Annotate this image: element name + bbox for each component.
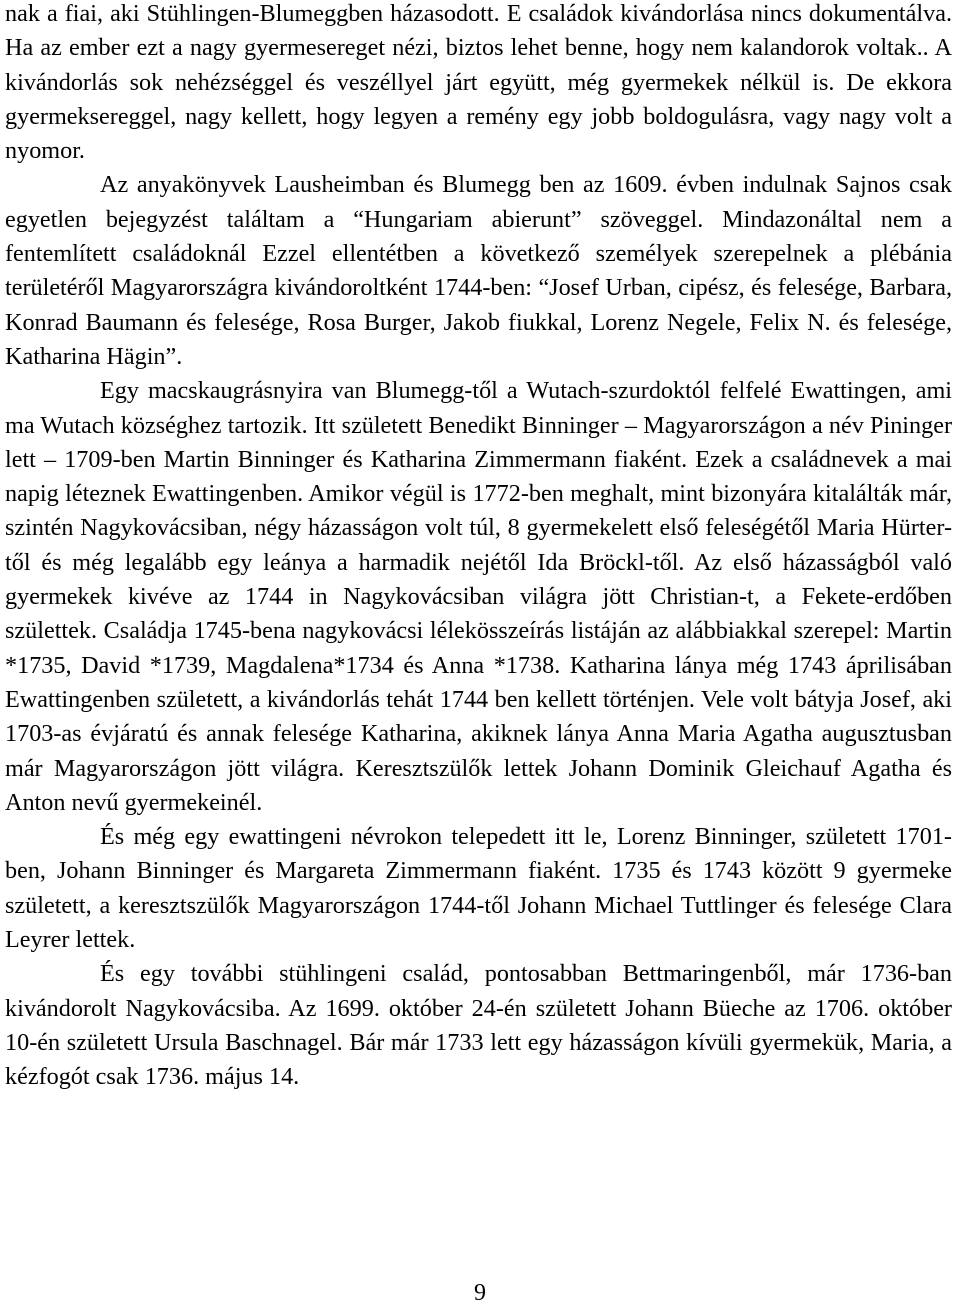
paragraph-1: nak a fiai, aki Stühlingen-Blumeggben házasodott. E családok kivándorlása nincs dokumentálva. Ha az ember ezt a nagy gyermesereget nézi, biztos lehet benne, hogy nem kalandorok voltak.. A kivándorlás sok nehézséggel és veszéllyel járt együtt, még gyermekek nélkül is. De ekkora gyermeksereggel, nagy kellett, hogy legyen a remény egy jobb boldogulásra, vagy nagy volt a nyomor. <box>5 0 952 165</box>
document-page <box>5 0 952 1095</box>
page-number: 9 <box>474 1280 486 1306</box>
paragraph-3: Egy macskaugrásnyira van Blumegg-től a Wutach-szurdoktól felfelé Ewattingen, ami ma Wutach községhez tartozik. Itt született Benedikt Binninger – Magyarországon a név Pininger lett – 1709-ben Martin Binninger és Katharina Zimmermann fiaként. Ezek a családnevek a mai napig léteznek Ewattingenben. Amikor végül is 1772-ben meghalt, mint bizonyára kitalálták már, szintén Nagykovácsiban, négy házasságon volt túl, 8 gyermekelett első feleségétől Maria Hürter-től és még legalább egy leánya a harmadik nejétől Ida Bröckl-től. Az első házasságból való gyermekek kivéve az 1744 in Nagykovácsiban világra jött Christian-t, a Fekete-erdőben születtek. Családja 1745-bena nagykovácsi lélekösszeírás listáján az alábbiakkal szerepel: Martin *1735, David *1739, Magdalena*1734 és Anna *1738. Katharina lánya még 1743 áprilisában Ewattingenben született, a kivándorlás tehát 1744 ben kellett történjen. Vele volt bátyja Josef, aki 1703-as évjáratú és annak felesége Katharina, akiknek lánya Anna Maria Agatha augusztusban már Magyarországon jött világra. Keresztszülők lettek Johann Dominik Gleichauf Agatha és Anton nevű gyermekeinél. <box>5 377 952 816</box>
paragraph-2: Az anyakönyvek Lausheimban és Blumegg ben az 1609. évben indulnak Sajnos csak egyetlen bejegyzést találtam a “Hungariam abierunt” szöveggel. Mindazonáltal nem a fentemlített családoknál Ezzel ellentétben a következő személyek szerepelnek a plébánia területéről Magyarországra kivándoroltként 1744-ben: “Josef Urban, cipész, és felesége, Barbara, Konrad Baumann és felesége, Rosa Burger, Jakob fiukkal, Lorenz Negele, Felix N. és felesége, Katharina Hägin”. <box>5 171 952 370</box>
paragraph-5: És egy további stühlingeni család, pontosabban Bettmaringenből, már 1736-ban kivándorolt Nagykovácsiba. Az 1699. október 24-én született Johann Büeche az 1706. október 10-én született Ursula Baschnagel. Bár már 1733 lett egy házasságon kívüli gyermekük, Maria, a kézfogót csak 1736. május 14. <box>5 960 952 1091</box>
paragraph-4: És még egy ewattingeni névrokon telepedett itt le, Lorenz Binninger, született 1701-ben, Johann Binninger és Margareta Zimmermann fiaként. 1735 és 1743 között 9 gyermeke született, a keresztszülők Magyarországon 1744-től Johann Michael Tuttlinger és felesége Clara Leyrer lettek. <box>5 823 952 954</box>
